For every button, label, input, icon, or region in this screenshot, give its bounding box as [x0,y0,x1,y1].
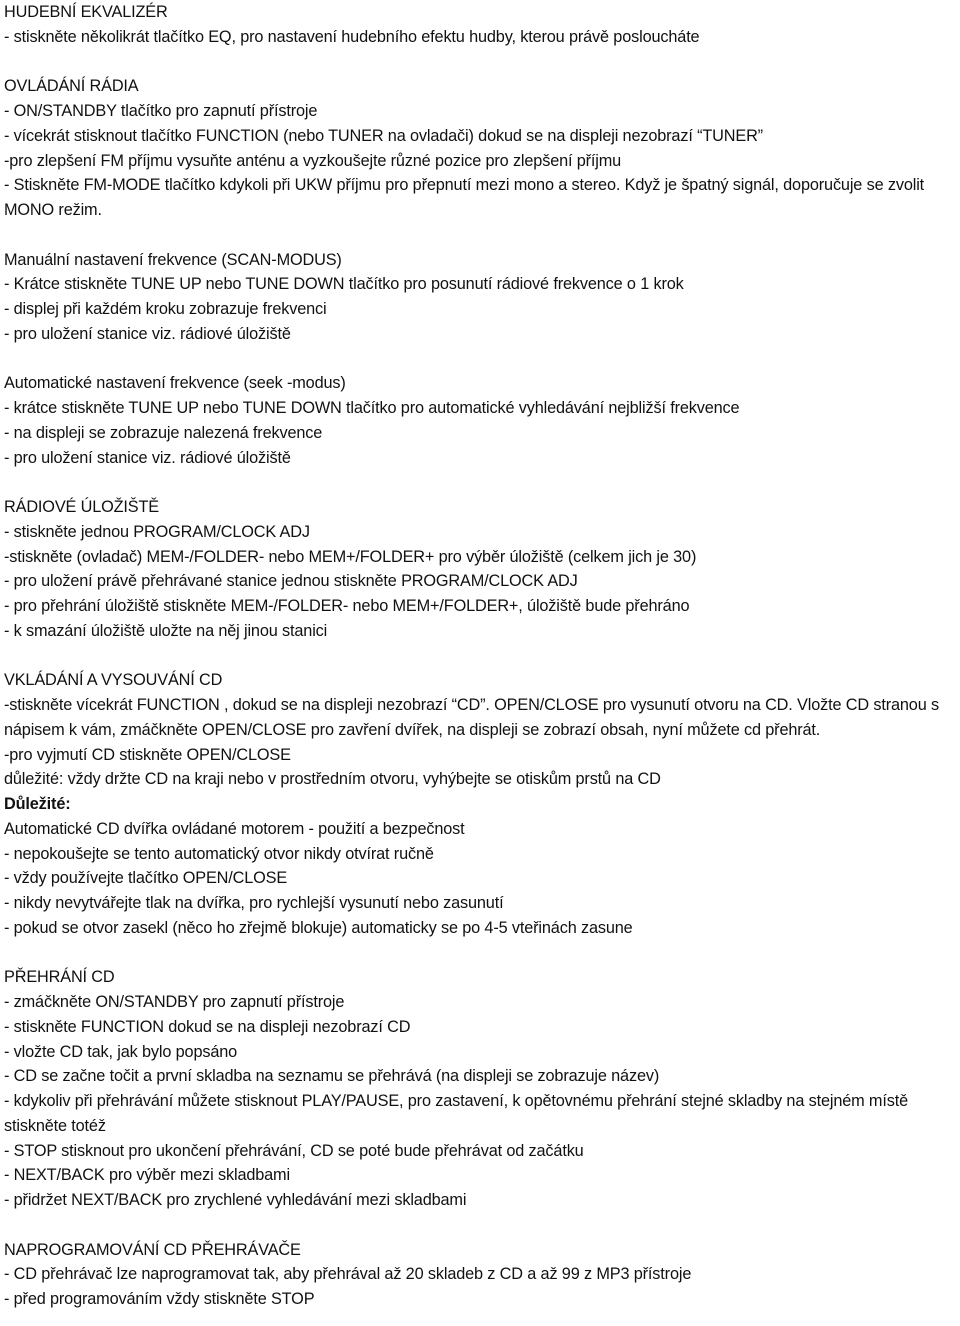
section-heading: VKLÁDÁNÍ A VYSOUVÁNÍ CD [4,671,223,690]
instruction-line: -stiskněte (ovladač) MEM-/FOLDER- nebo MEM+/FOLDER+ pro výběr úložiště (celkem jich je 30) [4,547,697,566]
instruction-line: - pro přehrání úložiště stiskněte MEM-/FOLDER- nebo MEM+/FOLDER+, úložiště bude přehráno [4,597,690,615]
instruction-line: - STOP stisknout pro ukončení přehrávání, CD se poté bude přehrávat od začátku [4,1141,584,1160]
instruction-line: - pro uložení stanice viz. rádiové úložiště [4,448,291,467]
instruction-line: - k smazání úložiště uložte na něj jinou stanici [4,621,328,640]
manual-section [4,74,958,223]
instruction-line: - vložte CD tak, jak bylo popsáno [4,1042,238,1061]
instruction-line: důležité: vždy držte CD na kraji nebo v prostředním otvoru, vyhýbejte se otiskům prstů na CD [4,770,661,789]
section-heading: Automatické nastavení frekvence (seek -modus) [4,374,346,393]
instruction-line: - Stiskněte FM-MODE tlačítko kdykoli při UKW příjmu pro přepnutí mezi mono a stereo. Když je špatný signál, doporučuje se zvolit MONO režim. [4,176,925,219]
instruction-line: - stiskněte několikrát tlačítko EQ, pro nastavení hudebního efektu hudby, kterou právě posloucháte [4,27,700,46]
manual-section [4,965,958,1213]
section-heading: OVLÁDÁNÍ RÁDIA [4,77,139,96]
instruction-line: - stiskněte FUNCTION dokud se na displeji nezobrazí CD [4,1017,411,1036]
instruction-line: - CD se začne točit a první skladba na seznamu se přehrává (na displeji se zobrazuje název) [4,1067,660,1086]
instruction-line: - nepokoušejte se tento automatický otvor nikdy otvírat ručně [4,844,434,863]
instruction-line: - Krátce stiskněte TUNE UP nebo TUNE DOWN tlačítko pro posunutí rádiové frekvence o 1 krok [4,275,684,294]
manual-section [4,495,958,644]
instruction-line: -stiskněte vícekrát FUNCTION , dokud se na displeji nezobrazí “CD”. OPEN/CLOSE pro vysunutí otvoru na CD. Vložte CD stranou s nápisem k vám, zmáčkněte OPEN/CLOSE pro zavření dvířek, na displeji se zobrazí obsah, nyní můžete cd přehrát. [4,696,939,739]
instruction-line: - stiskněte jednou PROGRAM/CLOCK ADJ [4,522,310,541]
instruction-line: - pro uložení stanice viz. rádiové úložiště [4,324,291,343]
instruction-line: - na displeji se zobrazuje nalezená frekvence [4,423,323,442]
section-heading: Manuální nastavení frekvence (SCAN-MODUS) [4,250,342,269]
emphasis-label: Důležité: [4,795,71,813]
manual-page [4,0,958,1312]
instruction-line: - NEXT/BACK pro výběr mezi skladbami [4,1166,290,1185]
manual-section [4,1238,958,1312]
instruction-line: - displej při každém kroku zobrazuje frekvenci [4,300,327,318]
section-heading: PŘEHRÁNÍ CD [4,968,115,987]
instruction-line: - pro uložení právě přehrávané stanice jednou stiskněte PROGRAM/CLOCK ADJ [4,572,578,591]
instruction-line: - přidržet NEXT/BACK pro zrychlené vyhledávání mezi skladbami [4,1191,467,1209]
instruction-line: - CD přehrávač lze naprogramovat tak, aby přehrával až 20 skladeb z CD a až 99 z MP3 přístroje [4,1265,692,1284]
manual-section [4,248,958,347]
section-heading: HUDEBNÍ EKVALIZÉR [4,3,168,21]
instruction-line: - vždy používejte tlačítko OPEN/CLOSE [4,869,288,888]
instruction-line: Automatické CD dvířka ovládané motorem - použití a bezpečnost [4,819,465,838]
instruction-line: - vícekrát stisknout tlačítko FUNCTION (nebo TUNER na ovladači) dokud se na displeji nezobrazí “TUNER” [4,126,763,145]
section-heading: RÁDIOVÉ ÚLOŽIŠTĚ [4,498,160,516]
section-heading: NAPROGRAMOVÁNÍ CD PŘEHRÁVAČE [4,1240,301,1259]
instruction-line: - nikdy nevytvářejte tlak na dvířka, pro rychlejší vysunutí nebo zasunutí [4,894,504,912]
manual-section [4,371,958,470]
instruction-line: - ON/STANDBY tlačítko pro zapnutí přístroje [4,102,318,120]
instruction-line: -pro vyjmutí CD stiskněte OPEN/CLOSE [4,745,291,764]
manual-section [4,668,958,940]
manual-section [4,0,958,50]
instruction-line: - pokud se otvor zasekl (něco ho zřejmě blokuje) automaticky se po 4-5 vteřinách zasune [4,918,633,937]
instruction-line: - zmáčkněte ON/STANDBY pro zapnutí přístroje [4,993,345,1011]
instruction-line: - krátce stiskněte TUNE UP nebo TUNE DOWN tlačítko pro automatické vyhledávání nejbližší frekvence [4,399,740,417]
instruction-line: - před programováním vždy stiskněte STOP [4,1290,315,1308]
instruction-line: - kdykoliv při přehrávání můžete stisknout PLAY/PAUSE, pro zastavení, k opětovnému přehrání stejné skladby na stejném místě stiskněte totéž [4,1092,908,1135]
instruction-line: -pro zlepšení FM příjmu vysuňte anténu a vyzkoušejte různé pozice pro zlepšení příjmu [4,151,622,170]
